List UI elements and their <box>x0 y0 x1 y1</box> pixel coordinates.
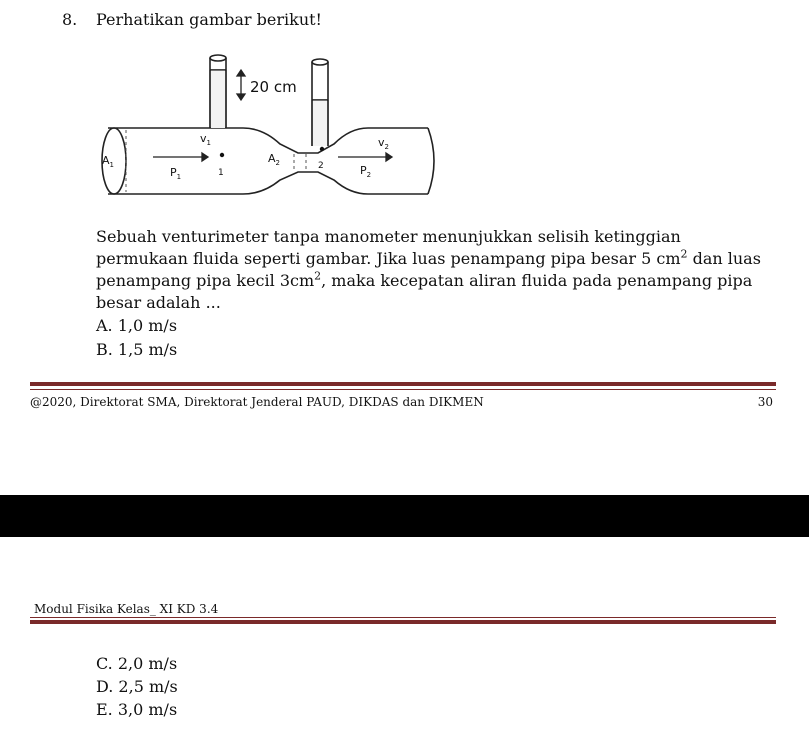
svg-text:v2: $v_2$ <box>378 136 389 151</box>
option-d: D. 2,5 m/s <box>96 677 178 696</box>
header-rule-thick <box>30 620 776 624</box>
svg-text:A1: $A_1$ <box>102 154 114 169</box>
footer-copyright: @2020, Direktorat SMA, Direktorat Jenderal PAUD, DIKDAS dan DIKMEN <box>30 395 484 409</box>
a2-label: A <box>268 152 276 165</box>
page-gap-bar <box>0 495 809 537</box>
question-text: Sebuah venturimeter tanpa manometer menunjukkan selisih ketinggian permukaan fluida seperti gambar. Jika luas penampang pipa besar 5 $cm^2$ dan luas penampang pipa kecil $3cm^2$, maka kecepatan aliran fluida pada penampang pipa besar adalah ... <box>96 227 761 312</box>
p2-label: P <box>360 164 367 177</box>
point-1-label: 1 <box>218 168 224 178</box>
question-title: Perhatikan gambar berikut! <box>96 10 322 29</box>
footer-rule-thick <box>30 382 776 386</box>
p1-label: P <box>170 166 177 179</box>
footer-rule-thin <box>30 389 776 390</box>
height-label: 20 cm <box>250 78 297 96</box>
option-e: E. 3,0 m/s <box>96 700 178 719</box>
svg-text:P1: $P_1$ <box>170 166 182 181</box>
svg-text:v1: $v_1$ <box>200 132 211 147</box>
option-a: A. 1,0 m/s <box>96 316 178 335</box>
v1-label: v <box>200 132 207 145</box>
page-number: 30 <box>757 395 773 409</box>
a1-label: A <box>102 154 110 167</box>
option-b: B. 1,5 m/s <box>96 340 178 359</box>
point-2-label: 2 <box>318 161 324 171</box>
question-number: 8. <box>62 10 78 29</box>
header-rule-thin <box>30 617 776 618</box>
v2-label: v <box>378 136 385 149</box>
svg-text:A2: $A_2$ <box>268 152 280 167</box>
venturimeter-figure <box>98 48 438 218</box>
option-c: C. 2,0 m/s <box>96 654 178 673</box>
module-header: Modul Fisika Kelas_ XI KD 3.4 <box>34 602 219 616</box>
svg-text:P2: $P_2$ <box>360 164 372 179</box>
